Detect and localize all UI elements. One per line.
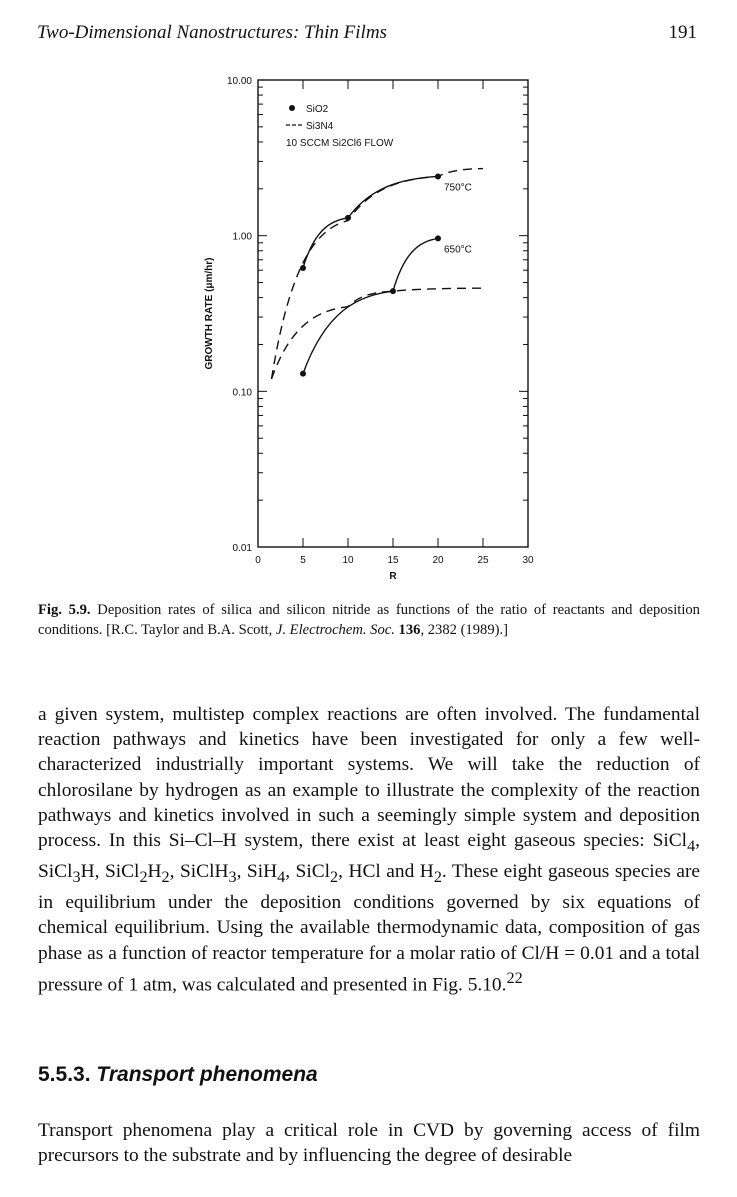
caption-tail: , 2382 (1989).]	[420, 622, 508, 638]
caption-journal: J. Electrochem. Soc.	[275, 622, 395, 638]
y-tick-label: 0.01	[232, 543, 252, 554]
y-axis-label: GROWTH RATE (μm/hr)	[204, 257, 215, 370]
species-formula: SiCl$_2$	[295, 861, 339, 886]
legend-marker-sio2	[289, 105, 295, 111]
y-tick-label: 1.00	[232, 231, 252, 243]
caption-text: Deposition rates of silica and silicon nitride as functions of the ratio of reactants and deposition conditions. [R.C. Taylor and B.A. Scott,	[38, 602, 700, 638]
section-title: Transport phenomena	[96, 1063, 318, 1086]
para-1-hcl: HCl and H	[348, 861, 434, 883]
x-axis-label: R	[389, 571, 397, 582]
running-title: Two-Dimensional Nanostructures: Thin Films	[37, 22, 387, 43]
series-line-1	[303, 238, 438, 373]
data-point	[300, 371, 306, 377]
series-line-0	[303, 176, 438, 268]
series-line-3	[272, 288, 484, 379]
body-paragraph-1	[38, 702, 700, 997]
para-1-end: . These eight gaseous species are in equilibrium under the deposition conditions governed by six equations of chemical equilibrium. Using the available thermodynamic data, composition of gas phase as a function of reactor temperature for a molar ratio of Cl/H = 0.01 and a total pressure of 1 atm, was calculated and presented in Fig. 5.10.	[38, 861, 701, 996]
figure-caption	[38, 600, 700, 640]
x-tick-label: 5	[300, 555, 306, 566]
species-formula: SiCl$_3$H	[38, 861, 95, 886]
legend-entry-si3n4: Si3N4	[306, 121, 334, 132]
chart-svg	[0, 60, 737, 600]
series-line-2	[272, 169, 484, 379]
section-number: 5.5.3.	[38, 1063, 91, 1086]
figure-chart	[0, 60, 737, 600]
caption-volume: 136	[398, 622, 421, 638]
x-tick-label: 25	[477, 555, 489, 566]
plot-frame	[258, 80, 528, 547]
data-point	[435, 235, 441, 241]
legend-entry-flow: 10 SCCM Si2Cl6 FLOW	[286, 138, 394, 149]
body-paragraph-2: Transport phenomena play a critical role in CVD by governing access of film precursors to the substrate and by influencing the degree of desirable	[38, 1120, 700, 1167]
caption-label: Fig. 5.9.	[38, 602, 91, 618]
x-tick-label: 10	[342, 555, 354, 566]
x-tick-label: 15	[387, 555, 399, 566]
y-tick-label: 0.10	[232, 387, 252, 399]
running-header	[37, 22, 697, 48]
species-formula: SiClH$_3$	[179, 861, 237, 886]
species-formula: SiCl$_4$	[652, 830, 696, 855]
page-number: 191	[668, 22, 697, 43]
species-list: SiCl$_4$, SiCl$_3$H, $SiCl_2H_2$, SiClH$_3$, SiH$_4$, SiCl$_2$,	[38, 830, 700, 886]
species-formula: SiH$_4$	[246, 861, 286, 886]
para-1-start: a given system, multistep complex reactions are often involved. The fundamental reaction pathways and kinetics have been investigated for only a few well-characterized industrially important systems. We will take the reduction of chlorosilane by hydrogen as an example to illustrate the complexity of the reaction pathways and kinetics involved in such a seemingly simple system and deposition process. In this Si–Cl–H system, there exist at least eight gaseous species:	[38, 704, 700, 852]
section-heading	[38, 1063, 318, 1087]
series-temp-label: 750°C	[444, 182, 472, 194]
para-1-ref: 22	[506, 969, 523, 987]
legend-entry-sio2: SiO2	[306, 104, 329, 115]
x-tick-label: 20	[432, 555, 444, 566]
x-tick-label: 30	[522, 555, 534, 566]
data-point	[300, 265, 306, 271]
x-tick-label: 0	[255, 555, 261, 566]
y-tick-label: 10.00	[226, 76, 252, 87]
para-1-h2-sub: 2	[433, 868, 442, 886]
series-temp-label: 650°C	[444, 244, 472, 256]
species-formula: $SiCl_2H_2$	[104, 861, 170, 886]
